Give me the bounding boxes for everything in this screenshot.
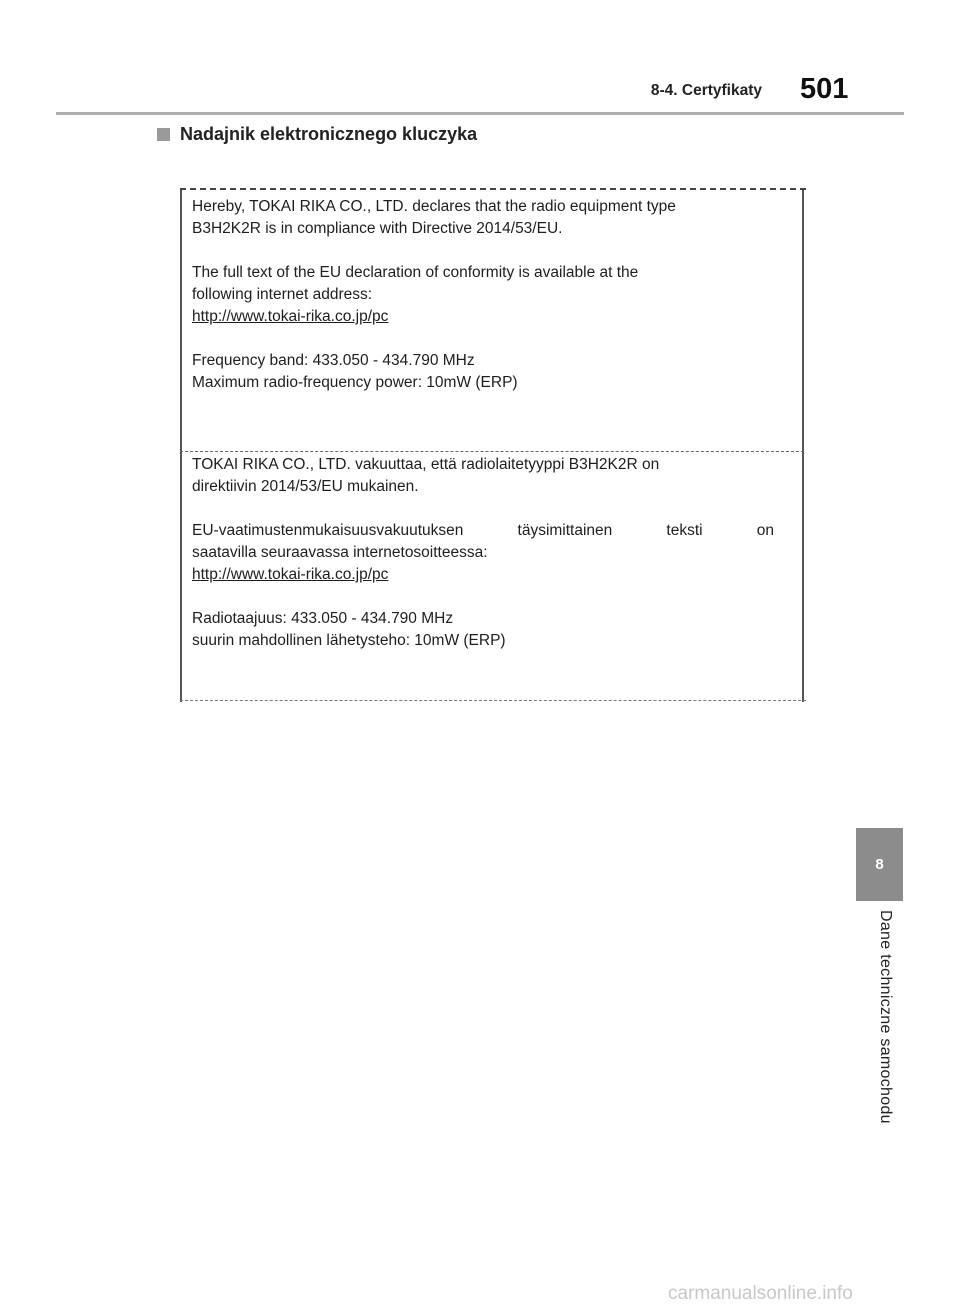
declaration-url-link[interactable]: http://www.tokai-rika.co.jp/pc xyxy=(192,566,389,583)
finnish-declaration xyxy=(192,454,792,652)
panel-divider xyxy=(180,451,804,452)
square-bullet-icon xyxy=(157,128,170,141)
declaration-line: The full text of the EU declaration of conformity is available at the xyxy=(192,264,639,281)
chapter-tab[interactable]: 8 xyxy=(856,828,903,901)
word: teksti xyxy=(666,522,703,539)
declaration-line: Hereby, TOKAI RIKA CO., LTD. declares that the radio equipment type xyxy=(192,198,676,215)
page-number: 501 xyxy=(800,73,849,105)
word: täysimittainen xyxy=(517,522,613,539)
chapter-title: 8-4. Certyfikaty xyxy=(650,82,762,99)
word: EU-vaatimustenmukaisuusvakuutuksen xyxy=(192,522,464,539)
section-heading xyxy=(157,124,477,145)
certificate-box xyxy=(180,188,804,702)
section-heading-text: Nadajnik elektronicznego kluczyka xyxy=(180,124,478,144)
declaration-line: TOKAI RIKA CO., LTD. vakuuttaa, että radiolaitetyyppi B3H2K2R on xyxy=(192,456,660,473)
frequency-band: Radiotaajuus: 433.050 - 434.790 MHz xyxy=(192,610,454,627)
header-divider xyxy=(56,112,904,115)
declaration-line: saatavilla seuraavassa internetosoitteessa: xyxy=(192,544,488,561)
word: on xyxy=(756,522,774,539)
declaration-line-justified xyxy=(192,520,774,542)
chapter-tab-label: Dane techniczne samochodu xyxy=(877,910,894,1124)
declaration-line: direktiivin 2014/53/EU mukainen. xyxy=(192,478,419,495)
box-top-border xyxy=(180,188,806,190)
frequency-band: Frequency band: 433.050 - 434.790 MHz xyxy=(192,352,475,369)
watermark: carmanualsonline.info xyxy=(668,1283,853,1304)
max-power: suurin mahdollinen lähetysteho: 10mW (ERP) xyxy=(192,632,506,649)
declaration-url-link[interactable]: http://www.tokai-rika.co.jp/pc xyxy=(192,308,389,325)
declaration-line: following internet address: xyxy=(192,286,373,303)
declaration-line: B3H2K2R is in compliance with Directive 2014/53/EU. xyxy=(192,220,563,237)
max-power: Maximum radio-frequency power: 10mW (ERP) xyxy=(192,374,518,391)
box-bottom-border xyxy=(180,700,806,701)
english-declaration xyxy=(192,196,792,394)
